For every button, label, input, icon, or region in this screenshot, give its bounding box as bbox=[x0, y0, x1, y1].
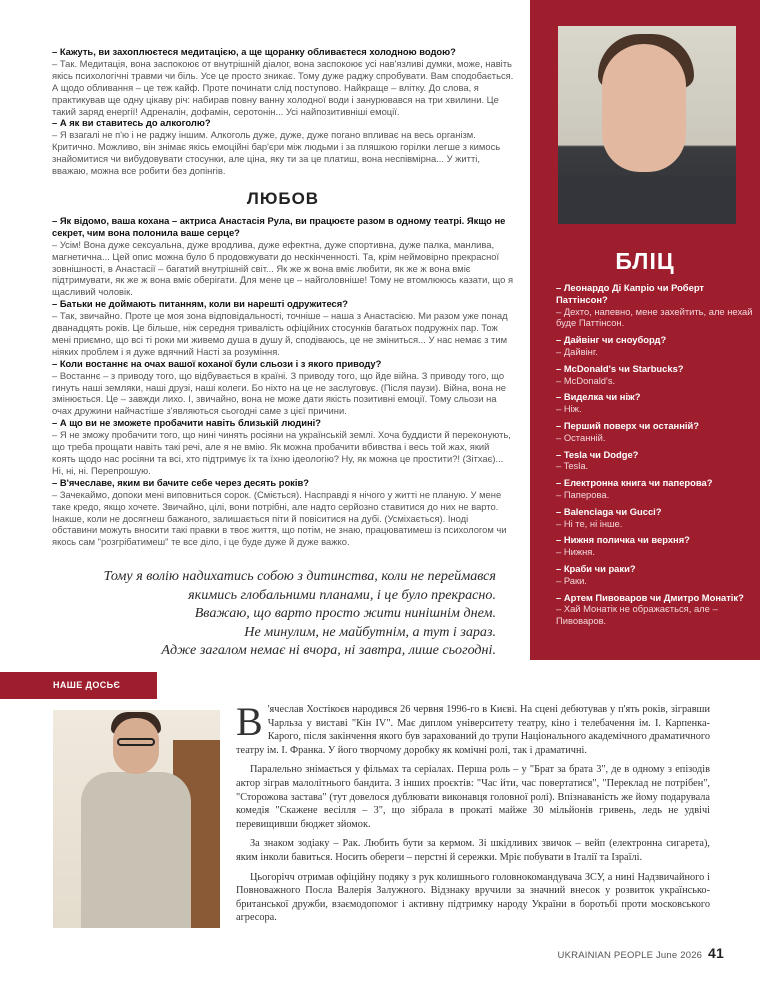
blitz-answer: – Ні те, ні інше. bbox=[556, 517, 623, 529]
qa-block bbox=[52, 358, 514, 418]
bio-text bbox=[236, 699, 710, 931]
quote-line: Адже загалом немає ні вчора, ні завтра, лише сьогодні. bbox=[161, 642, 496, 659]
blitz-answer: – Раки. bbox=[556, 574, 587, 586]
blitz-item bbox=[556, 592, 754, 627]
blitz-item bbox=[556, 506, 754, 530]
question: – Батьки не доймають питанням, коли ви нарешті одружитеся? bbox=[52, 298, 348, 310]
answer: – Зачекаймо, допоки мені виповниться сорок. (Сміється). Насправді я нічого у житті не планую. У мене таке кредо, якщо хочете. Звичайно, цілі, вони потрібні, але надто серйозно ставитися до них не варто. Інакше, коли не досягнеш бажаного, залишається піти й повіситися на дубі. (Усміхається). Іноді обставини можуть вносити такі правки в твоє життя, що потім, не знаю, працюватимеш із психологом чи якось сам "розгрібатимеш" те все діло, і це буде дуже й дуже важко. bbox=[52, 488, 507, 548]
dossier-tag: НАШЕ ДОСЬЄ bbox=[0, 672, 157, 699]
question: – А що ви не зможете пробачити навіть близькій людині? bbox=[52, 417, 321, 429]
quote-line: Тому я волію надихатись собою з дитинства, коли не переймався bbox=[103, 568, 496, 584]
bio-paragraph bbox=[236, 699, 710, 757]
bio-paragraph-text: 'ячеслав Хостікоєв народився 26 червня 1996-го в Києві. На сцені дебютував у п'ять років, зігравши Чарльза у виставі "Кін IV". Має диплом університету театру, кіно і телебачення ім. І. Карпенка-Карого, після закінчення якого був зарахований до трупи Національного академічного драматичного театру ім. І. Франка. У його творчому доробку як комічні ролі, так і драматичні. bbox=[236, 704, 710, 756]
blitz-question: – Виделка чи ніж? bbox=[556, 391, 641, 403]
portrait-face bbox=[602, 44, 686, 172]
bio-paragraph: Паралельно знімається у фільмах та серіалах. Перша роль – у "Брат за брата 3", де в одному з епізодів актор зіграв малолітнього бандита. З інших проєктів: "Час йти, час повертатися", "Переклад не потрібен", "Сторожова застава" (тут довелося дублювати виконавця головної ролі). Впізнаваність же йому подарувала комедія "Скажене весілля – 3", що зібрала в прокаті майже 30 мільйонів гривень, ледь не удвічі перевищивши бюджет зйомок. bbox=[236, 764, 710, 830]
blitz-question: – Артем Пивоваров чи Дмитро Монатік? bbox=[556, 591, 744, 603]
blitz-question: – Електронна книга чи паперова? bbox=[556, 477, 713, 489]
section-heading-love: ЛЮБОВ bbox=[246, 188, 320, 208]
qa-block bbox=[52, 417, 514, 477]
quote-line: Вважаю, що варто просто жити нинішнім днем. bbox=[194, 605, 496, 622]
blitz-title: БЛІЦ bbox=[615, 248, 675, 274]
pull-quote bbox=[40, 567, 496, 660]
magazine-name: UKRAINIAN PEOPLE bbox=[557, 950, 654, 961]
page-footer bbox=[558, 945, 724, 961]
drop-cap: В bbox=[236, 699, 263, 744]
question: – Кажуть, ви захоплюєтеся медитацією, а ще щоранку обливаєтеся холодною водою? bbox=[52, 46, 456, 57]
blitz-question: – Нижня поличка чи верхня? bbox=[556, 534, 690, 546]
qa-block bbox=[52, 46, 514, 117]
blitz-question: – Дайвінг чи сноуборд? bbox=[556, 334, 667, 346]
question: – Коли востаннє на очах вашої коханої були сльози і з якого приводу? bbox=[52, 357, 382, 369]
question: – А як ви ставитесь до алкоголю? bbox=[52, 117, 211, 129]
page-number: 41 bbox=[708, 945, 724, 961]
bio-paragraph: За знаком зодіаку – Рак. Любить бути за кермом. Зі шкідливих звичок – вейп (електронна сигарета), яким інколи бавиться. Носить обереги – перстні й сережки. Мріє побувати в Італії та Ізраїлі. bbox=[236, 838, 710, 863]
blitz-answer: – Дайвінг. bbox=[556, 345, 598, 357]
blitz-item bbox=[556, 449, 754, 473]
answer: – Востаннє – з приводу того, що відбувається в країні. З приводу того, що йде війна. З приводу того, що гинуть наші земляки, наші друзі, наші колеги. Бо ніхто на це не заслуговує. (Після паузи). Війна, вона не змінюється. Це – завжди лихо. І, звичайно, вона не може дати якість позитивні емоції. Тому сльози на очах дружини найчастіше з'являються сьогодні саме з цієї причини. bbox=[52, 369, 506, 417]
question: – Як відомо, ваша кохана – актриса Анастасія Рула, ви працюєте разом в одному театрі. Якщо не секрет, чим вона полонила ваше серце? bbox=[52, 214, 506, 238]
photo-glasses bbox=[117, 738, 155, 746]
blitz-question: – Tesla чи Dodge? bbox=[556, 448, 639, 460]
blitz-item bbox=[556, 391, 754, 415]
blitz-question: – Краби чи раки? bbox=[556, 562, 636, 574]
blitz-item bbox=[556, 282, 754, 329]
blitz-question: – McDonald's чи Starbucks? bbox=[556, 362, 684, 374]
blitz-item bbox=[556, 563, 754, 587]
blitz-question: – Balenciaga чи Gucci? bbox=[556, 505, 662, 517]
answer: – Усім! Вона дуже сексуальна, дуже вродлива, дуже ефектна, дуже спортивна, дуже палка, манлива, магнетична... Цей опис можна було б продовжувати до нескінченності. Та, крім неймовірно прекрасної зовнішності, в Анастасії – багатий внутрішній світ... Як же ж вона вміє любити, як же ж вона вміє підтримувати, як же ж вона вміє оберігати. Для мене це – найголовніше! Тому не втомлююсь казати, що я щасливий чоловік. bbox=[52, 238, 514, 298]
interview-column bbox=[52, 46, 514, 548]
quote-line: Не минулим, не майбутнім, а тут і зараз. bbox=[244, 623, 496, 640]
blitz-item bbox=[556, 334, 754, 358]
answer: – Так, звичайно. Проте це моя зона відповідальності, точніше – наша з Анастасією. Ми разом уже понад дванадцять років. Це більше, ніж середня тривалість офіційних стосунків багатьох подружніх пар. Тож мені приємно, що всі ті роки ми живемо душа в душу й, сподіваюсь, це не зміниться... У нас немає з тим ніяких проблем і я дуже вдячний Насті за розуміння. bbox=[52, 310, 508, 357]
blitz-answer: – Хай Монатік не ображається, але – Пивоваров. bbox=[556, 603, 718, 627]
blitz-list bbox=[556, 282, 754, 632]
blitz-item bbox=[556, 534, 754, 558]
bio-paragraph: Цьогорічч отримав офіційну подяку з рук колишнього головнокомандувача ЗСУ, а нині Надзвичайного і Повноважного Посла Валерія Залужного. Відзнаку вручили за значний внесок у розвиток українсько-британської дружби, взаємодопомог і активну підтримку народу України в боротьбі проти московського агресора. bbox=[236, 871, 710, 924]
issue-date: June 2026 bbox=[655, 950, 703, 961]
blitz-item bbox=[556, 477, 754, 501]
answer: – Так. Медитація, вона заспокоює от внутрішній діалог, вона заспокоює усі нав'язливі думки, може, навіть якісь психологічні травми чи біль. Усе це просто зникає. Тому дуже раджу спробувати. Вам сподобається. А щодо обливання – це теж кайф. Проте починати слід поступово. Найкраще – влітку. До слова, я практикував ще одну цікаву річ: набирав повну ванну холодної води і занурювався на три хвилини. Це такий заряд енергії! Адреналін, дофамін, серотонін... Усі найпозитивніші емоції. bbox=[52, 57, 514, 117]
portrait-photo bbox=[558, 26, 736, 224]
blitz-answer: – McDonald's. bbox=[556, 374, 616, 386]
qa-block bbox=[52, 298, 514, 358]
blitz-item bbox=[556, 363, 754, 387]
qa-block bbox=[52, 117, 514, 177]
blitz-sidebar bbox=[530, 0, 760, 660]
answer: – Я не зможу пробачити того, що нині чинять росіяни на українській землі. Хоча буддисти й переконують, що треба прощати навіть такі речі, але я не вмію. Як можна пробачити вбивства і весь той жах, який коять щодо нас росіяни та всі, хто підтримує їх та їхню ідеологію? Ну, як можна це простити?! (Зітхає)... Ні, ні, ні. Перепрошую. bbox=[52, 429, 511, 476]
blitz-answer: – Дехто, напевно, мене захейтить, але нехай буде Паттінсон. bbox=[556, 305, 753, 329]
bio-photo bbox=[53, 710, 220, 928]
question: – В'ячеславе, яким ви бачите себе через десять років? bbox=[52, 476, 309, 488]
photo-head bbox=[113, 718, 159, 774]
portrait-shirt bbox=[558, 176, 736, 224]
blitz-item bbox=[556, 420, 754, 444]
blitz-question: – Перший поверх чи останній? bbox=[556, 419, 699, 431]
blitz-answer: – Нижня. bbox=[556, 546, 595, 558]
blitz-answer: – Ніж. bbox=[556, 403, 582, 415]
answer: – Я взагалі не п'ю і не раджу іншим. Алкоголь дуже, дуже, дуже погано впливає на весь організм. Критично. Можливо, він знімає якісь емоційні бар'єри між людьми і за пляшкою горілки легше з кимось знайомитися чи вибудовувати стосунки, але ціна, яку ти за це платиш, вона неспівмірна... У житті, вважаю, можна все робити без допінгів. bbox=[52, 129, 501, 177]
qa-block bbox=[52, 215, 514, 298]
quote-line: якимись глобальними планами, і це було прекрасно. bbox=[188, 586, 496, 603]
blitz-answer: – Tesla. bbox=[556, 460, 589, 472]
qa-block bbox=[52, 477, 514, 548]
blitz-answer: – Останній. bbox=[556, 431, 606, 443]
blitz-answer: – Паперова. bbox=[556, 488, 610, 500]
blitz-question: – Леонардо Ді Капріо чи Роберт Паттінсон? bbox=[556, 282, 705, 305]
photo-body bbox=[81, 772, 191, 928]
